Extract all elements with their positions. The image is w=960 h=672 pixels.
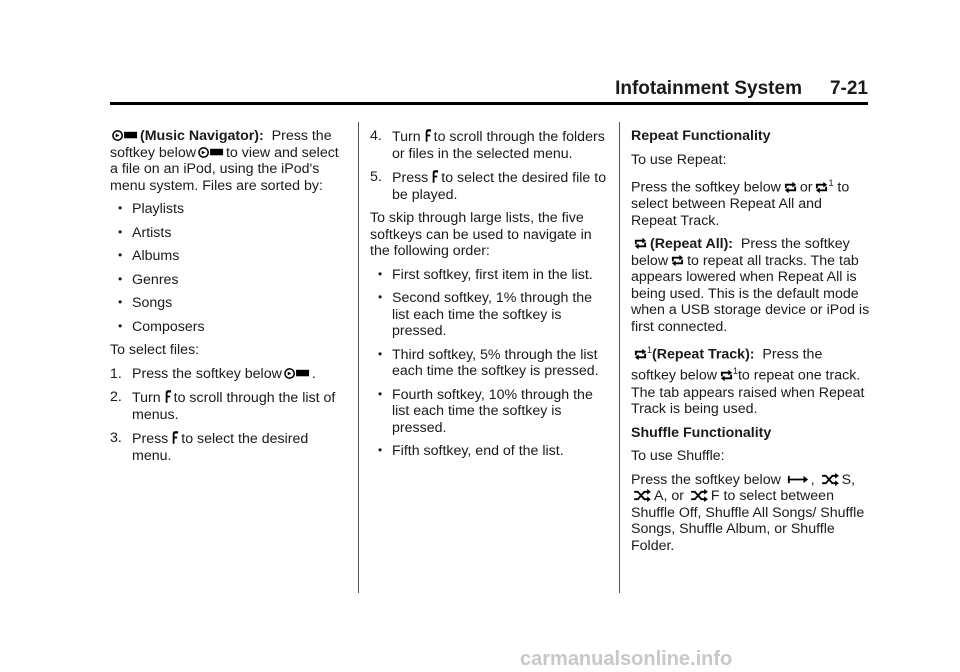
list-item: 3. Press to select the desired menu. (110, 430, 309, 464)
list-item: • Fifth softkey, end of the list. (370, 443, 610, 460)
tune-knob-icon (423, 128, 432, 143)
list-item: • Albums (110, 248, 344, 265)
sort-list (110, 201, 344, 335)
steps-list (110, 366, 344, 465)
column-3 (631, 128, 871, 561)
page-header (0, 78, 868, 100)
softkey-list (370, 267, 610, 460)
list-item: • Second softkey, 1% through the list each time the softkey is pressed. (370, 290, 610, 340)
shuffle-icon (821, 473, 840, 486)
repeat-use: To use Repeat: (631, 151, 727, 168)
column-2 (370, 128, 610, 467)
list-item: • Playlists (110, 201, 344, 218)
list-item: • Composers (110, 319, 344, 336)
shuffle-icon (633, 489, 652, 502)
tune-knob-icon (170, 430, 179, 445)
watermark: carmanualsonline.info (520, 648, 733, 670)
music-navigator-icon (112, 129, 138, 142)
repeat-one-icon (719, 369, 734, 382)
tune-knob-icon (163, 389, 172, 404)
column-1 (110, 128, 344, 471)
list-item: 4. Turn to scroll through the folders or files in the selected menu. (370, 128, 605, 162)
shuffle-use: To use Shuffle: (631, 448, 725, 465)
header-rule (110, 102, 868, 105)
repeat-icon (670, 254, 685, 267)
skip-paragraph: To skip through large lists, the five softkeys can be used to navigate in the following order: (370, 210, 592, 259)
column-divider (358, 122, 359, 593)
repeat-heading: Repeat Functionality (631, 128, 771, 144)
music-navigator-icon (284, 367, 310, 380)
list-item: • Songs (110, 295, 344, 312)
list-item: 1. Press the softkey below . (110, 365, 316, 382)
list-item: 5. Press to select the desired file to be played. (370, 169, 607, 203)
section-title: Infotainment System (615, 78, 802, 99)
list-item: • First softkey, first item in the list. (370, 267, 610, 284)
list-item: • Genres (110, 272, 344, 289)
shuffle-paragraph: Press the softkey below , S, A, or F to select between Shuffle Off, Shuffle All Songs/ Shuffle Songs, Shuffle Album, or Shuffle Folder. (631, 471, 865, 554)
music-navigator-paragraph: (Music Navigator): Press the softkey below to view and select a file on an iPod, using the iPod's menu system. Files are sorted by: (110, 128, 339, 194)
repeat-icon (783, 181, 798, 194)
shuffle-icon (690, 489, 709, 502)
steps-list-continued (370, 128, 610, 203)
shuffle-heading: Shuffle Functionality (631, 424, 772, 441)
tune-knob-icon (430, 169, 439, 184)
shuffle-off-icon (787, 473, 809, 486)
repeat-icon (633, 237, 648, 250)
list-item: • Fourth softkey, 10% through the list each time the softkey is pressed. (370, 387, 610, 437)
select-files-label: To select files: (110, 342, 200, 358)
repeat-paragraph: Press the softkey below or $^1$ to select between Repeat All and Repeat Track. (631, 178, 850, 229)
list-item: 2. Turn to scroll through the list of menus. (110, 389, 336, 423)
repeat-track-paragraph: $^1$(Repeat Track): Press the softkey below $^1$to repeat one track. The tab appears raised when Repeat Track is being used. (631, 345, 865, 418)
list-item: • Artists (110, 225, 344, 242)
list-item: • Third softkey, 5% through the list each time the softkey is pressed. (370, 347, 610, 380)
repeat-one-icon (633, 348, 648, 361)
column-divider (619, 122, 620, 593)
page-number: 7-21 (829, 78, 868, 99)
music-navigator-icon (198, 146, 224, 159)
repeat-all-paragraph: (Repeat All): Press the softkey below to repeat all tracks. The tab appears lowered when Repeat All is being used. This is the default mode when a USB storage device or iPod is first connected. (631, 236, 870, 335)
